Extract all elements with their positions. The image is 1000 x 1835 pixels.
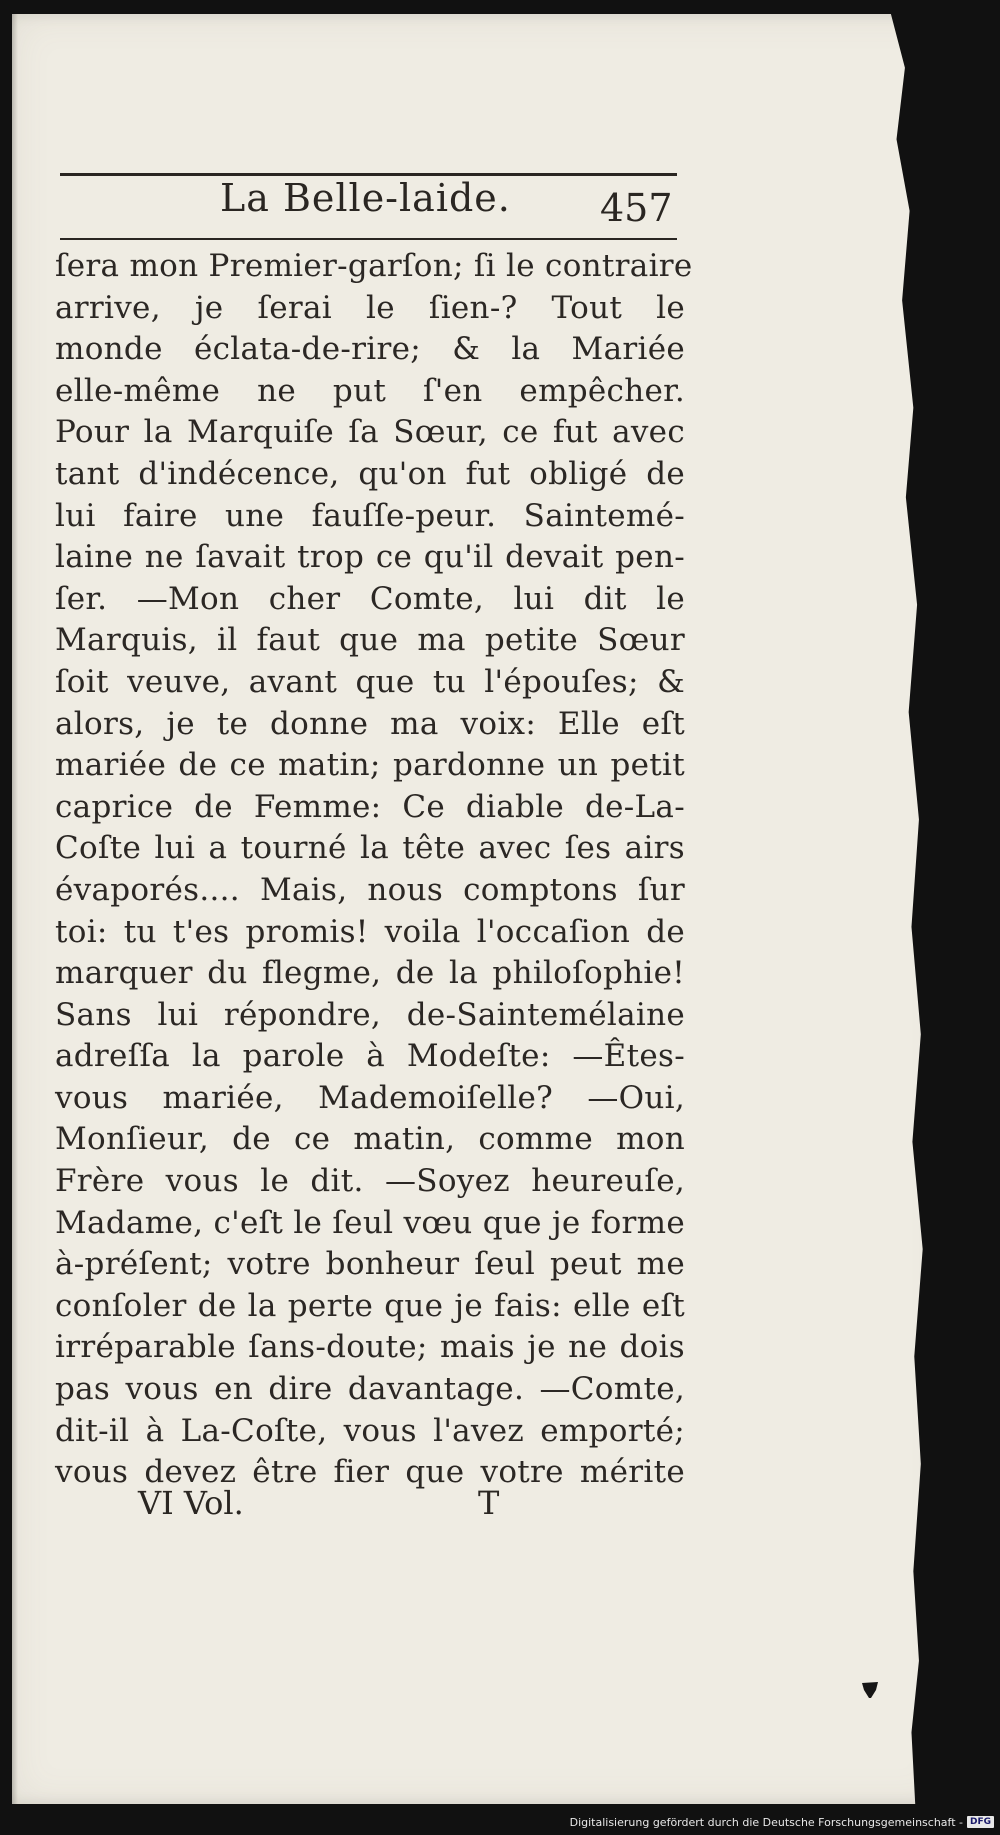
text-line: dit-il à La-Coſte, vous l'avez emporté; bbox=[55, 1412, 685, 1449]
text-line: vous devez être fier que votre mérite bbox=[55, 1454, 685, 1491]
running-title: La Belle-laide. bbox=[220, 176, 511, 220]
ink-blot-icon bbox=[860, 1680, 880, 1700]
text-line: vous mariée, Mademoiſelle? —Oui, bbox=[55, 1079, 685, 1116]
text-line: arrive, je ſerai le ſien-? Tout le bbox=[55, 289, 685, 326]
text-line: irréparable ſans-doute; mais je ne dois bbox=[55, 1329, 685, 1366]
text-line: adreſſa la parole à Modeſte: —Êtes- bbox=[55, 1038, 685, 1075]
text-line: tant d'indécence, qu'on fut obligé de bbox=[55, 455, 685, 492]
digitization-footer bbox=[570, 1813, 994, 1831]
text-line: toi: tu t'es promis! voila l'occaſion de bbox=[55, 913, 685, 950]
text-line: caprice de Femme: Ce diable de-La- bbox=[55, 788, 685, 825]
text-line: Frère vous le dit. —Soyez heureuſe, bbox=[55, 1163, 685, 1200]
text-line: Pour la Marquiſe ſa Sœur, ce fut avec bbox=[55, 414, 685, 451]
text-line: monde éclata-de-rire; & la Mariée bbox=[55, 331, 685, 368]
text-line: ſera mon Premier-garſon; ſi le contraire bbox=[55, 248, 693, 284]
text-line: alors, je te donne ma voix: Elle eſt bbox=[55, 705, 685, 742]
header-rule-bottom bbox=[60, 238, 677, 240]
text-line: Sans lui répondre, de-Saintemélaine bbox=[55, 996, 685, 1033]
text-line: à-préſent; votre bonheur ſeul peut me bbox=[55, 1246, 685, 1283]
text-line: évaporés.... Mais, nous comptons ſur bbox=[55, 871, 685, 908]
page-gutter-shadow bbox=[12, 14, 18, 1804]
text-line: Monſieur, de ce matin, comme mon bbox=[55, 1121, 685, 1158]
text-line: ſoit veuve, avant que tu l'épouſes; & bbox=[55, 663, 685, 700]
text-line: Madame, c'eſt le ſeul vœu que je forme bbox=[55, 1204, 685, 1241]
text-line: pas vous en dire davantage. —Comte, bbox=[55, 1371, 685, 1408]
text-line: conſoler de la perte que je fais: elle eſt bbox=[55, 1287, 685, 1324]
signature-mark: T bbox=[478, 1484, 500, 1522]
text-line: marquer du flegme, de la philoſophie! bbox=[55, 955, 685, 992]
text-line: ſer. —Mon cher Comte, lui dit le bbox=[55, 580, 685, 617]
text-line: Coſte lui a tourné la tête avec ſes airs bbox=[55, 830, 685, 867]
text-line: elle-même ne put ſ'en empêcher. bbox=[55, 372, 685, 409]
body-text bbox=[55, 246, 693, 1494]
text-line: laine ne ſavait trop ce qu'il devait pen- bbox=[55, 539, 685, 576]
footer-credit: Digitalisierung gefördert durch die Deutsche Forschungsgemeinschaft - bbox=[569, 1815, 963, 1829]
text-line: mariée de ce matin; pardonne un petit bbox=[55, 747, 685, 784]
volume-signature: VI Vol. bbox=[138, 1484, 244, 1522]
text-line: Marquis, il faut que ma petite Sœur bbox=[55, 622, 685, 659]
page-number: 457 bbox=[600, 186, 673, 230]
dfg-logo: DFG bbox=[967, 1816, 994, 1828]
text-line: lui faire une fauſſe-peur. Saintemé- bbox=[55, 497, 685, 534]
